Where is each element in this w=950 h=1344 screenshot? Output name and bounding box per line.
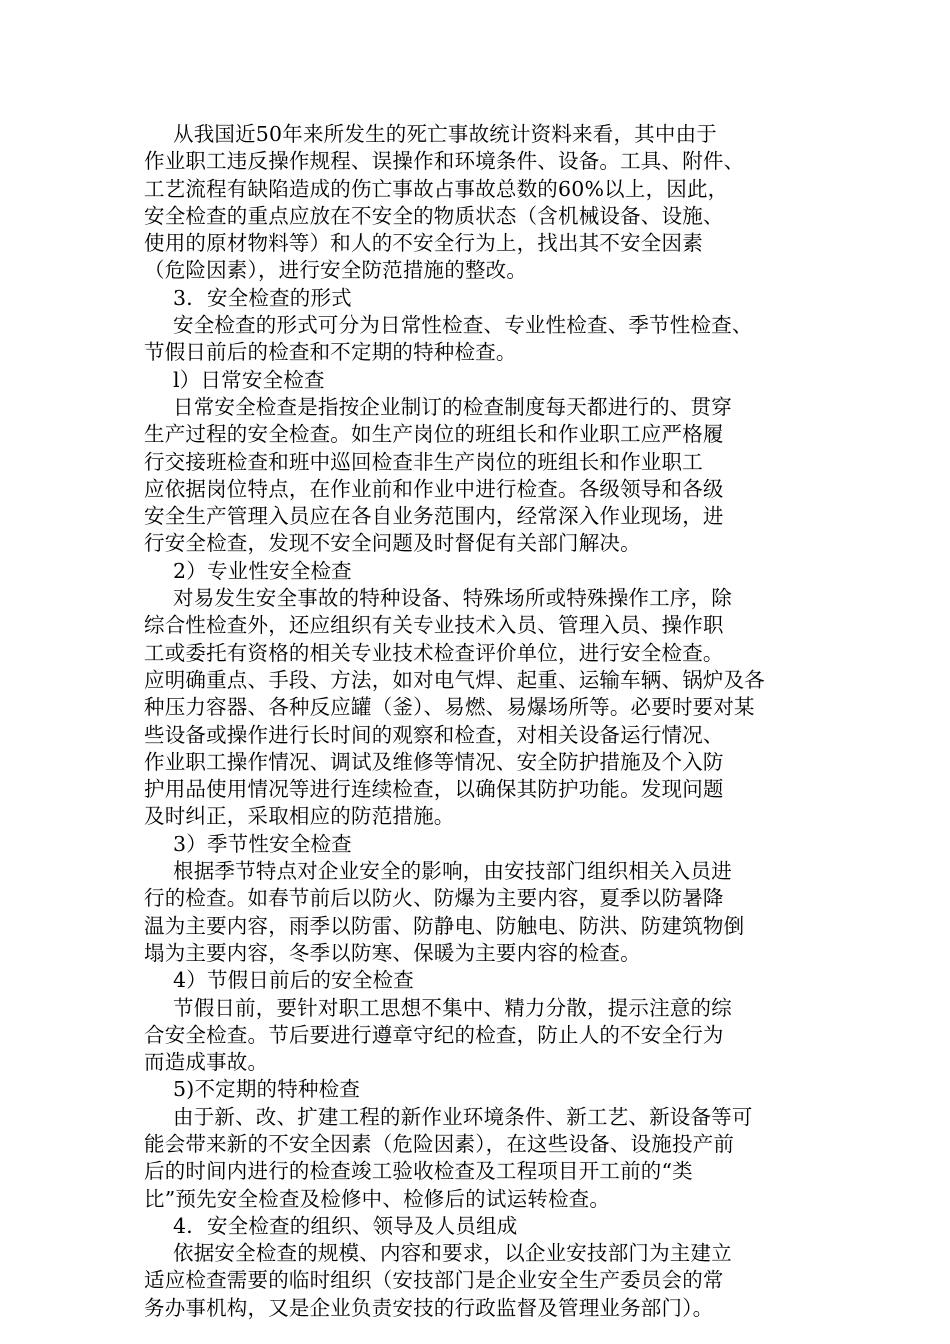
text-line: 合安全检查。节后要进行遵章守纪的检查，防止人的不安全行为 [144,1022,724,1047]
text-line: 由于新、改、扩建工程的新作业环境条件、新工艺、新设备等可 [173,1104,753,1129]
text-line: 使用的原材物料等）和人的不安全行为上，找出其不安全因素 [144,231,703,256]
text-line: 安全生产管理入员应在各自业务范围内，经常深入作业现场，进 [144,504,724,529]
text-line: 安全检查的重点应放在不安全的物质状态（含机械设备、设施、 [144,203,724,228]
text-line: 塌为主要内容，冬季以防寒、保暖为主要内容的检查。 [144,940,641,965]
text-line: 应依据岗位特点，在作业前和作业中进行检查。各级领导和各级 [144,476,724,501]
document-body [144,121,824,1322]
text-line: 而造成事故。 [144,1050,269,1075]
text-line: 3．安全检查的形式 [173,285,352,310]
text-line: 些设备或操作进行长时间的观察和检查，对相关设备运行情况、 [144,722,724,747]
text-line: 日常安全检查是指按企业制订的检查制度每天都进行的、贯穿 [173,394,732,419]
text-line: 行的检查。如春节前后以防火、防爆为主要内容，夏季以防暑降 [144,886,724,911]
text-line: 作业职工违反操作规程、误操作和环境条件、设备。工具、附件、 [144,149,745,174]
text-line: 5)不定期的特种检查 [173,1077,361,1102]
text-line: 比”预先安全检查及检修中、检修后的试运转检查。 [144,1186,611,1211]
text-line: 护用品使用情况等进行连续检查，以确保其防护功能。发现问题 [144,777,724,802]
text-line: 工或委托有资格的相关专业技术检查评价单位，进行安全检查。 [144,640,724,665]
text-line: 依据安全检查的规模、内容和要求，以企业安技部门为主建立 [173,1241,732,1266]
text-line: 能会带来新的不安全因素（危险因素），在这些设备、设施投产前 [144,1131,735,1156]
text-line: 应明确重点、手段、方法，如对电气焊、起重、运输车辆、锅炉及各 [144,667,765,692]
text-line: 务办事机构，又是企业负责安技的行政监督及管理业务部门）。 [144,1295,714,1320]
text-line: 及时纠正，采取相应的防范措施。 [144,804,455,829]
text-line: 后的时间内进行的检查竣工验收检查及工程项目开工前的“类 [144,1159,693,1184]
text-line: 2）专业性安全检查 [173,558,352,583]
text-line: 节假日前，要针对职工思想不集中、精力分散，提示注意的综 [173,995,732,1020]
text-line: 3）季节性安全检查 [173,831,352,856]
text-line: 从我国近50年来所发生的死亡事故统计资料来看，其中由于 [173,122,717,146]
text-line: 根据季节特点对企业安全的影响，由安技部门组织相关入员进 [173,859,732,884]
text-line: 行交接班检查和班中巡回检查非生产岗位的班组长和作业职工 [144,449,703,474]
text-line: 行安全检查，发现不安全问题及时督促有关部门解决。 [144,531,641,556]
text-line: 4）节假日前后的安全检查 [173,968,414,993]
text-line: 工艺流程有缺陷造成的伤亡事故占事故总数的60%以上，因此， [144,176,729,201]
text-line: 对易发生安全事故的特种设备、特殊场所或特殊操作工序，除 [173,586,732,611]
text-line: 作业职工操作情况、调试及维修等情况、安全防护措施及个入防 [144,749,724,774]
text-line: 综合性检查外，还应组织有关专业技术入员、管理入员、操作职 [144,613,724,638]
text-line: （危险因素），进行安全防范措施的整改。 [144,258,528,283]
text-line: 温为主要内容，雨季以防雷、防静电、防触电、防洪、防建筑物倒 [144,913,745,938]
text-line: 适应检查需要的临时组织（安技部门是企业安全生产委员会的常 [144,1268,724,1293]
text-line: l）日常安全检查 [173,367,325,392]
text-line: 种压力容器、各种反应罐（釜）、易燃、易爆场所等。必要时要对某 [144,695,755,720]
text-line: 安全检查的形式可分为日常性检查、专业性检查、季节性检查、 [173,313,753,338]
text-line: 节假日前后的检查和不定期的特种检查。 [144,340,517,365]
text-line: 生产过程的安全检查。如生产岗位的班组长和作业职工应严格履 [144,422,724,447]
text-line: 4．安全检查的组织、领导及人员组成 [173,1213,518,1238]
